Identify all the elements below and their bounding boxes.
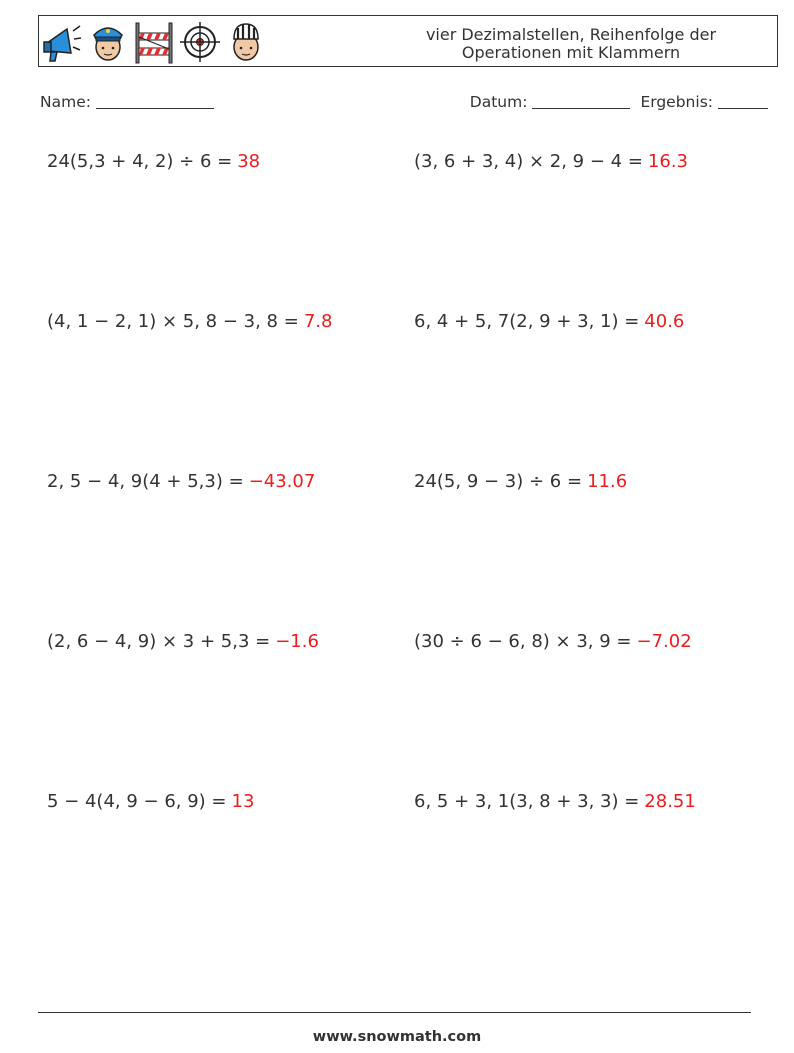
problem-answer: 16.3 (647, 151, 688, 172)
problem-9 (47, 791, 254, 812)
date-label: Datum: (469, 93, 528, 111)
problem-1 (47, 151, 260, 172)
title-line-1: vier Dezimalstellen, Reihenfolge der (425, 25, 717, 44)
problem-expression: (3, 6 + 3, 4) × 2, 9 − 4 = (414, 151, 643, 172)
problem-5 (47, 471, 315, 492)
problem-expression: (30 ÷ 6 − 6, 8) × 3, 9 = (414, 631, 632, 652)
problem-answer: −1.6 (275, 631, 319, 652)
footer-divider (38, 1012, 751, 1013)
problem-7 (47, 631, 319, 652)
problem-6 (414, 471, 627, 492)
problem-expression: (2, 6 − 4, 9) × 3 + 5,3 = (47, 631, 271, 652)
problem-answer: −7.02 (636, 631, 692, 652)
problem-expression: 6, 5 + 3, 1(3, 8 + 3, 3) = (414, 791, 640, 812)
problem-expression: 5 − 4(4, 9 − 6, 9) = (47, 791, 227, 812)
problem-expression: 6, 4 + 5, 7(2, 9 + 3, 1) = (414, 311, 640, 332)
problem-answer: 11.6 (587, 471, 628, 492)
problem-expression: 24(5, 9 − 3) ÷ 6 = (414, 471, 583, 492)
name-label: Name: (40, 93, 91, 111)
problem-answer: 13 (231, 791, 255, 812)
problem-8 (414, 631, 692, 652)
result-label: Ergebnis: (640, 93, 713, 111)
problem-3 (47, 311, 332, 332)
problem-expression: (4, 1 − 2, 1) × 5, 8 − 3, 8 = (47, 311, 299, 332)
footer-url[interactable]: www.snowmath.com (312, 1029, 482, 1045)
problem-4 (414, 311, 684, 332)
problem-answer: 38 (237, 151, 261, 172)
problem-answer: −43.07 (248, 471, 316, 492)
problem-answer: 28.51 (644, 791, 696, 812)
problem-answer: 40.6 (644, 311, 685, 332)
problem-expression: 24(5,3 + 4, 2) ÷ 6 = (47, 151, 233, 172)
problem-10 (414, 791, 696, 812)
problem-expression: 2, 5 − 4, 9(4 + 5,3) = (47, 471, 244, 492)
problem-answer: 7.8 (303, 311, 333, 332)
title-line-2: Operationen mit Klammern (461, 43, 681, 62)
problem-2 (414, 151, 688, 172)
